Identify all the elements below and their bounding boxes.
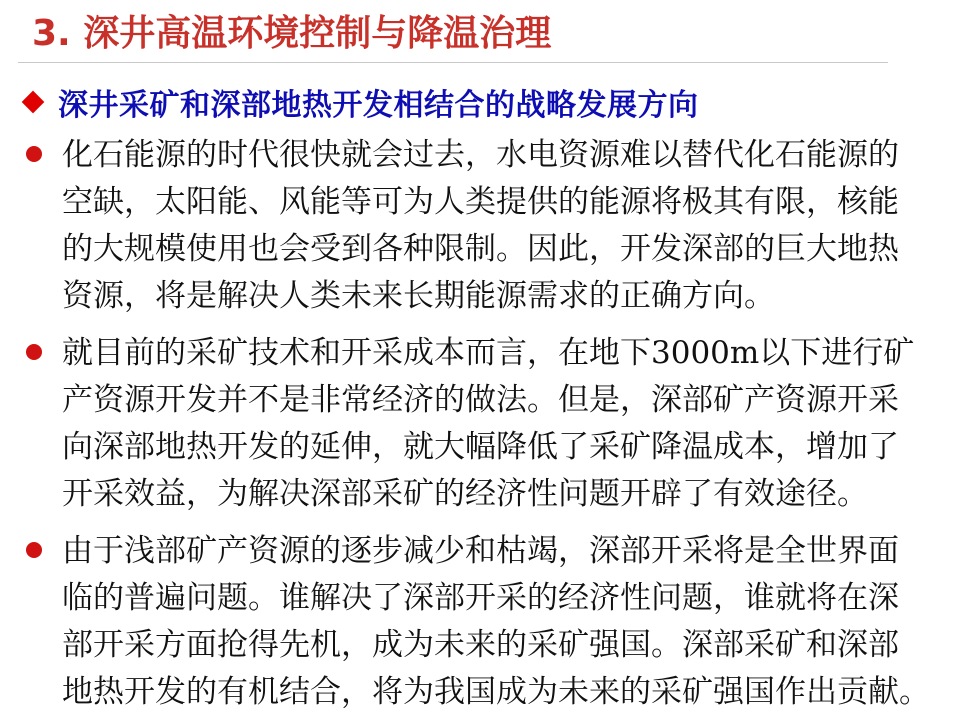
bullet-line: 由于浅部矿产资源的逐步减少和枯竭，深部开采将是全世界面 <box>62 533 899 569</box>
bullet-line: 的大规模使用也会受到各种限制。因此，开发深部的巨大地热 <box>62 231 899 267</box>
title-divider <box>18 62 888 63</box>
bullet-line: 开采效益，为解决深部采矿的经济性问题开辟了有效途径。 <box>62 476 868 512</box>
round-bullet-icon <box>26 542 42 558</box>
round-bullet-icon <box>26 146 42 162</box>
bullet-line: 向深部地热开发的延伸，就大幅降低了采矿降温成本，增加了 <box>62 429 899 465</box>
bullet-item <box>20 330 950 518</box>
diamond-bullet-icon <box>22 91 44 113</box>
bullet-list <box>20 132 950 726</box>
bullet-line: 资源，将是解决人类未来长期能源需求的正确方向。 <box>62 278 775 314</box>
slide-title: 3. 深井高温环境控制与降温治理 <box>32 13 552 54</box>
bullet-line: 产资源开发并不是非常经济的做法。但是，深部矿产资源开采 <box>62 382 899 418</box>
bullet-item <box>20 132 950 320</box>
bullet-line: 化石能源的时代很快就会过去，水电资源难以替代化石能源的 <box>62 137 899 173</box>
bullet-line: 空缺，太阳能、风能等可为人类提供的能源将极其有限，核能 <box>62 184 899 220</box>
subheading-text: 深井采矿和深部地热开发相结合的战略发展方向 <box>58 88 699 123</box>
bullet-line: 部开采方面抢得先机，成为未来的采矿强国。深部采矿和深部 <box>62 627 899 663</box>
bullet-item <box>20 528 950 716</box>
bullet-line: 就目前的采矿技术和开采成本而言，在地下3000m以下进行矿 <box>62 335 915 371</box>
subheading <box>22 78 699 126</box>
bullet-line: 临的普遍问题。谁解决了深部开采的经济性问题，谁就将在深 <box>62 580 899 616</box>
bullet-line: 地热开发的有机结合，将为我国成为未来的采矿强国作出贡献。 <box>62 674 930 710</box>
round-bullet-icon <box>26 344 42 360</box>
